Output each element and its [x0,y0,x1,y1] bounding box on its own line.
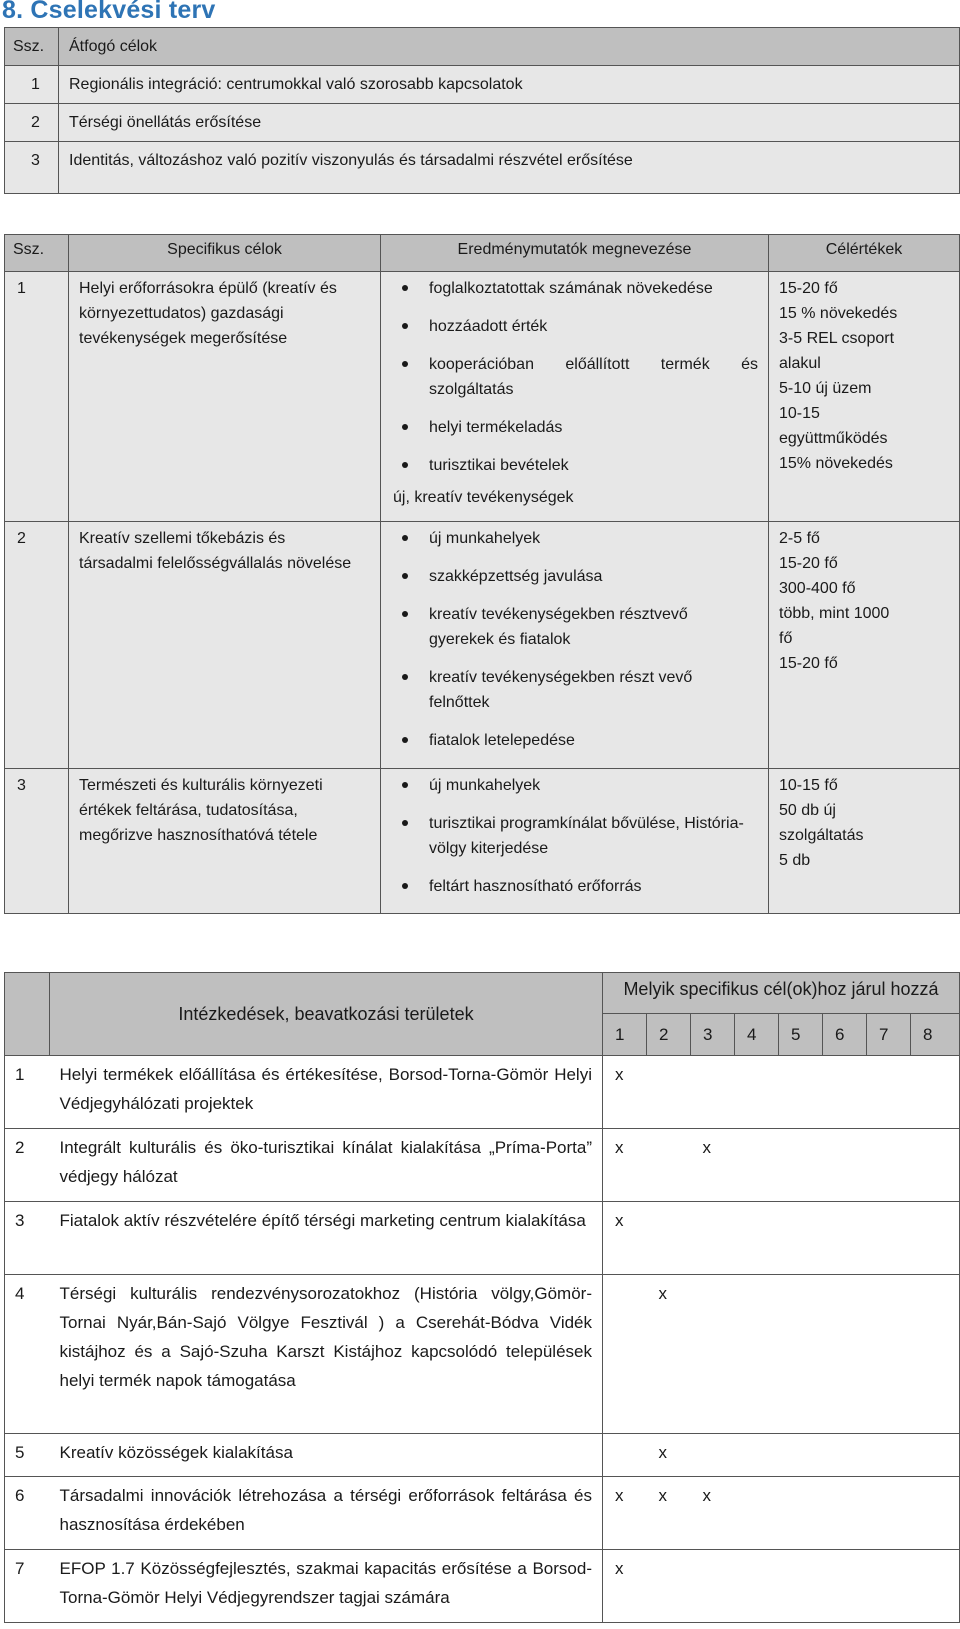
mark-cell: x [603,1129,647,1202]
target-line: 10-15 fő [779,777,838,794]
column-number: 8 [911,1014,960,1056]
measure-row [5,1202,960,1275]
indicator-item: foglalkoztatottak számának növekedése [391,276,758,301]
target-line: 2-5 fő [779,530,820,547]
indicator-list [391,526,758,753]
mark-cell [911,1434,960,1477]
header-target-values: Célértékek [769,235,960,272]
mark-cell [647,1202,691,1275]
mark-cell: x [647,1434,691,1477]
overall-goals-header [5,28,960,66]
target-line: 3-5 REL csoport [779,330,895,347]
target-line: 300-400 fő [779,580,856,597]
mark-cell [691,1275,735,1434]
mark-cell [603,1434,647,1477]
header-ssz: Ssz. [5,28,59,66]
mark-cell [823,1129,867,1202]
measure-text: Társadalmi innovációk létrehozása a térségi erőforrások feltárása és hasznosítása érdekében [50,1477,603,1550]
indicator-list [391,276,758,478]
row-number: 3 [5,1202,50,1275]
indicator-item: kreatív tevékenységekben részt vevő felnőttek [391,665,758,715]
indicator-text: kooperációban előállított termék és szolgáltatás [429,356,758,398]
column-number: 1 [603,1014,647,1056]
mark-cell [779,1129,823,1202]
measure-row [5,1129,960,1202]
row-number: 5 [5,1434,50,1477]
mark-cell [735,1550,779,1623]
mark-cell [735,1056,779,1129]
column-number: 5 [779,1014,823,1056]
mark-cell [867,1550,911,1623]
row-number: 7 [5,1550,50,1623]
mark-cell [691,1056,735,1129]
mark-cell [735,1434,779,1477]
indicator-item: új munkahelyek [391,526,758,551]
mark-cell: x [603,1550,647,1623]
mark-cell [779,1477,823,1550]
target-line: 15-20 fő [779,655,838,672]
target-line: 15-20 fő [779,555,838,572]
row-number: 3 [5,142,59,194]
target-line: együttműködés [779,430,888,447]
row-number: 6 [5,1477,50,1550]
indicator-item: fiatalok letelepedése [391,728,758,753]
header-measures: Intézkedések, beavatkozási területek [50,973,603,1056]
header-indicators: Eredménymutatók megnevezése [381,235,769,272]
goal-line: megőrizve hasznosíthatóvá tétele [79,827,318,844]
mark-cell [911,1550,960,1623]
mark-cell [867,1477,911,1550]
mark-cell [647,1129,691,1202]
indicator-item: szakképzettség javulása [391,564,758,589]
mark-cell: x [603,1202,647,1275]
row-number: 1 [5,1056,50,1129]
goal-line: Helyi erőforrásokra épülő (kreatív és [79,280,337,297]
mark-cell [823,1056,867,1129]
measures-header-top [5,973,960,1014]
overall-goal-text: Identitás, változáshoz való pozitív viszonyulás és társadalmi részvétel erősítése [59,142,960,194]
goal-line: Természeti és kulturális környezeti [79,777,323,794]
indicator-cell [381,769,769,914]
target-line: 5 db [779,852,811,869]
row-number: 1 [5,272,69,522]
mark-cell [867,1129,911,1202]
specific-goal-text [69,522,381,769]
specific-goals-header [5,235,960,272]
mark-cell [779,1275,823,1434]
mark-cell: x [603,1477,647,1550]
target-line: több, mint 1000 [779,605,890,622]
specific-goal-row [5,522,960,769]
indicator-item: feltárt hasznosítható erőforrás [391,874,758,899]
header-overall-goals: Átfogó célok [59,28,960,66]
header-ssz: Ssz. [5,235,69,272]
measure-row [5,1275,960,1434]
goal-line: társadalmi felelősségvállalás növelése [79,555,352,572]
mark-cell [603,1275,647,1434]
mark-cell [647,1056,691,1129]
mark-cell [911,1202,960,1275]
measure-row [5,1477,960,1550]
target-line: 10-15 [779,405,820,422]
column-number: 6 [823,1014,867,1056]
measure-text: Helyi termékek előállítása és értékesítése, Borsod-Torna-Gömör Helyi Védjegyhálózati projektek [50,1056,603,1129]
mark-cell [867,1275,911,1434]
column-number: 4 [735,1014,779,1056]
overall-goals-table [4,27,960,194]
measure-text: Kreatív közösségek kialakítása [50,1434,603,1477]
target-line: 15% növekedés [779,455,893,472]
mark-cell [647,1550,691,1623]
indicator-extra-text: új, kreatív tevékenységek [393,489,574,506]
measure-text: Integrált kulturális és öko-turisztikai kínálat kialakítása „Príma-Porta” védjegy hálózat [50,1129,603,1202]
column-number: 3 [691,1014,735,1056]
target-line: 5-10 új üzem [779,380,872,397]
mark-cell [911,1129,960,1202]
section-heading: 8. Cselekvési terv [2,0,216,24]
target-line: 15 % növekedés [779,305,898,322]
specific-goal-row [5,272,960,522]
mark-cell: x [647,1477,691,1550]
row-number: 2 [5,1129,50,1202]
measure-text: EFOP 1.7 Közösségfejlesztés, szakmai kapacitás erősítése a Borsod-Torna-Gömör Helyi Védjegyrendszer tagjai számára [50,1550,603,1623]
row-number: 1 [5,66,59,104]
overall-goal-row [5,104,960,142]
goal-line: környezettudatos) gazdasági [79,305,284,322]
overall-goal-text: Térségi önellátás erősítése [59,104,960,142]
mark-cell [779,1056,823,1129]
mark-cell [911,1056,960,1129]
specific-goals-table [4,234,960,914]
target-values-cell [769,522,960,769]
indicator-item: kreatív tevékenységekben résztvevő gyerekek és fiatalok [391,602,758,652]
mark-cell [823,1477,867,1550]
measures-table [4,972,960,1623]
mark-cell [867,1434,911,1477]
header-contributes-to: Melyik specifikus cél(ok)hoz járul hozzá [603,973,960,1014]
specific-goal-row [5,769,960,914]
overall-goal-row [5,142,960,194]
target-line: alakul [779,355,821,372]
mark-cell [911,1275,960,1434]
indicator-list [391,773,758,899]
goal-line: tevékenységek megerősítése [79,330,288,347]
row-number: 3 [5,769,69,914]
indicator-item [391,352,758,402]
indicator-item: turisztikai programkínálat bővülése, História-völgy kiterjedése [391,811,758,861]
mark-cell: x [691,1129,735,1202]
mark-cell [779,1434,823,1477]
mark-cell [691,1550,735,1623]
measure-text: Térségi kulturális rendezvénysorozatokhoz (História völgy,Gömör-Tornai Nyár,Bán-Sajó Völgye Fesztivál ) a Cserehát-Bódva Vidék kistájhoz és a Sajó-Szuha Karszt Kistájhoz kapcsolódó települések helyi termék napok támogatása [50,1275,603,1434]
measure-row [5,1550,960,1623]
column-number: 2 [647,1014,691,1056]
mark-cell [823,1275,867,1434]
goal-line: értékek feltárása, tudatosítása, [79,802,298,819]
overall-goal-text: Regionális integráció: centrumokkal való szorosabb kapcsolatok [59,66,960,104]
header-blank [5,973,50,1056]
goal-line: Kreatív szellemi tőkebázis és [79,530,286,547]
indicator-item: hozzáadott érték [391,314,758,339]
mark-cell: x [691,1477,735,1550]
specific-goal-text [69,769,381,914]
mark-cell [867,1056,911,1129]
mark-cell [911,1477,960,1550]
mark-cell [823,1550,867,1623]
target-line: 15-20 fő [779,280,838,297]
row-number: 2 [5,522,69,769]
target-values-cell [769,272,960,522]
mark-cell [735,1202,779,1275]
indicator-cell [381,522,769,769]
header-specific-goals: Specifikus célok [69,235,381,272]
mark-cell [779,1550,823,1623]
overall-goal-row [5,66,960,104]
mark-cell [867,1202,911,1275]
target-line: szolgáltatás [779,827,864,844]
row-number: 2 [5,104,59,142]
mark-cell [823,1434,867,1477]
indicator-item: helyi termékeladás [391,415,758,440]
target-line: fő [779,630,793,647]
measure-text: Fiatalok aktív részvételére építő térségi marketing centrum kialakítása [50,1202,603,1275]
mark-cell [691,1434,735,1477]
specific-goal-text [69,272,381,522]
mark-cell: x [647,1275,691,1434]
indicator-item: turisztikai bevételek [391,453,758,478]
measure-row [5,1056,960,1129]
mark-cell [735,1477,779,1550]
target-values-cell [769,769,960,914]
indicator-cell [381,272,769,522]
mark-cell: x [603,1056,647,1129]
mark-cell [691,1202,735,1275]
mark-cell [823,1202,867,1275]
measure-row [5,1434,960,1477]
mark-cell [735,1129,779,1202]
row-number: 4 [5,1275,50,1434]
target-line: 50 db új [779,802,836,819]
indicator-item: új munkahelyek [391,773,758,798]
mark-cell [735,1275,779,1434]
column-number: 7 [867,1014,911,1056]
mark-cell [779,1202,823,1275]
